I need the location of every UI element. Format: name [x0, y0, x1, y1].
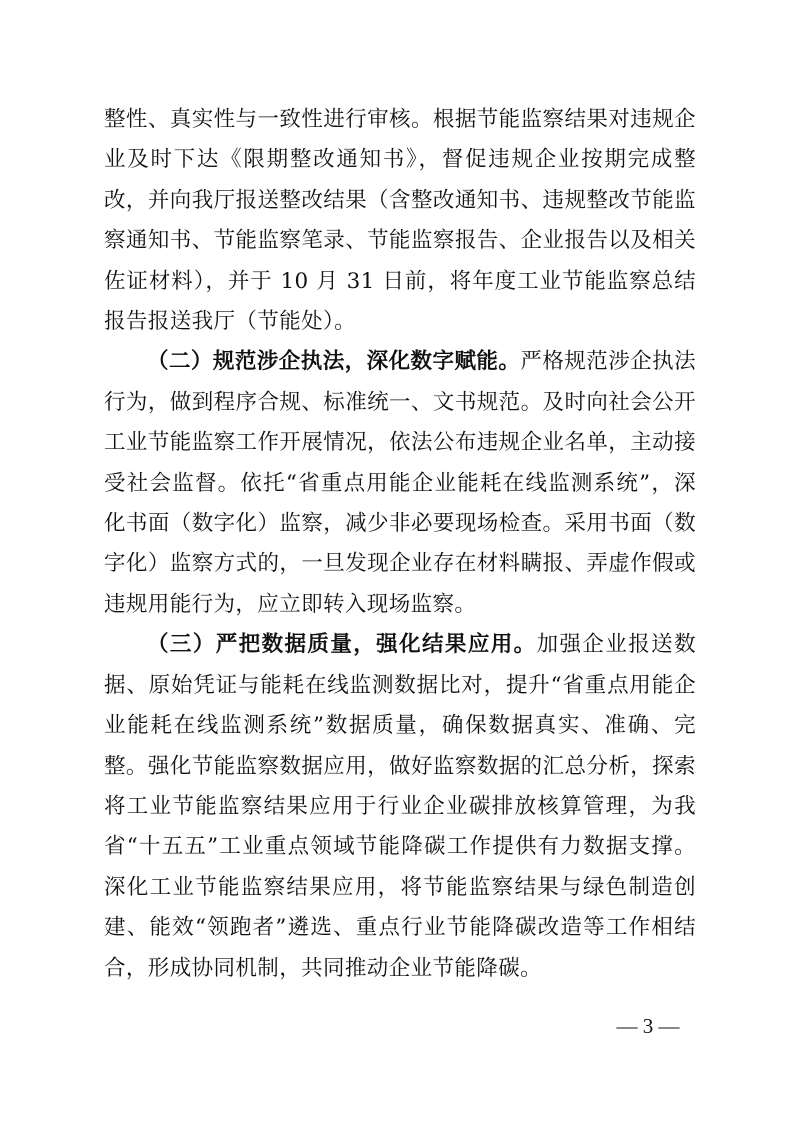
paragraph-3-body: 加强企业报送数据、原始凭证与能耗在线监测数据比对，提升“省重点用能企业能耗在线监测系统”数据质量，确保数据真实、准确、完整。强化节能监察数据应用，做好监察数据的汇总分析，探索将工业节能监察结果应用于行业企业碳排放核算管理，为我省“十五五”工业重点领域节能降碳工作提供有力数据支撑。深化工业节能监察结果应用，将节能监察结果与绿色制造创建、能效“领跑者”遴选、重点行业节能降碳改造等工作相结合，形成协同机制，共同推动企业节能降碳。	[104, 632, 696, 981]
paragraph-3	[104, 625, 696, 989]
section-heading-2: （二）规范涉企执法，深化数字赋能。	[147, 349, 521, 375]
paragraph-2-body: 严格规范涉企执法行为，做到程序合规、标准统一、文书规范。及时向社会公开工业节能监察工作开展情况，依法公布违规企业名单，主动接受社会监督。依托“省重点用能企业能耗在线监测系统”，深化书面（数字化）监察，减少非必要现场检查。采用书面（数字化）监察方式的，一旦发现企业存在材料瞒报、弄虚作假或违规用能行为，应立即转入现场监察。	[104, 349, 696, 617]
paragraph-1	[104, 100, 696, 342]
body-text	[104, 100, 696, 989]
paragraph-1-body: 整性、真实性与一致性进行审核。根据节能监察结果对违规企业及时下达《限期整改通知书》，督促违规企业按期完成整改，并向我厅报送整改结果（含整改通知书、违规整改节能监察通知书、节能监察笔录、节能监察报告、企业报告以及相关佐证材料），并于 10 月 31 日前，将年度工业节能监察总结报告报送我厅（节能处）。	[104, 107, 696, 335]
section-heading-3: （三）严把数据质量，强化结果应用。	[147, 632, 537, 658]
paragraph-2	[104, 342, 696, 625]
page-number: — 3 —	[616, 1014, 680, 1038]
